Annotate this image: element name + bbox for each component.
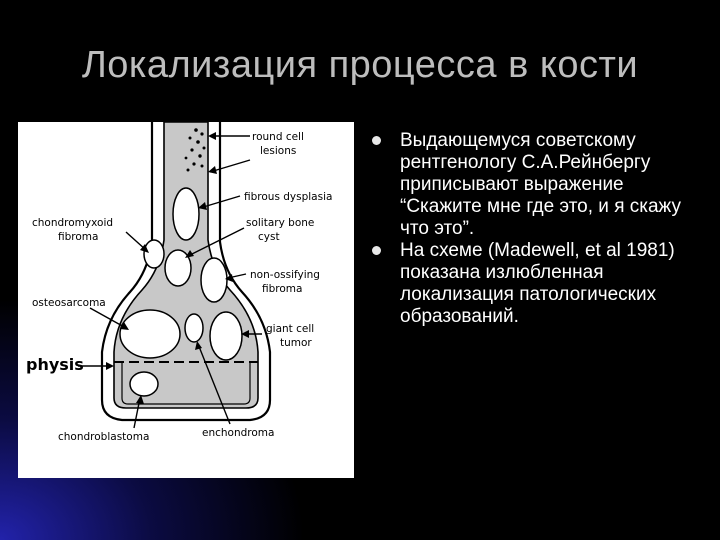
label-chondroblastoma: chondroblastoma [58, 431, 150, 443]
label-physis: physis [26, 355, 84, 374]
label-enchondroma: enchondroma [202, 427, 275, 439]
bullet-dot-icon [372, 246, 381, 255]
label-cyst: cyst [258, 231, 280, 243]
chondromyxoid-lesion [144, 240, 164, 268]
bullet-dot-icon [372, 136, 381, 145]
chondroblastoma-lesion [130, 372, 158, 396]
bone-diagram [18, 122, 354, 478]
label-osteosarcoma: osteosarcoma [32, 297, 106, 309]
bone-diagram-svg [18, 122, 354, 478]
label-round-cell: round cell [252, 131, 304, 143]
bullet-item-scheme [370, 240, 700, 328]
slide-title: Локализация процесса в кости [81, 44, 639, 86]
label-tumor: tumor [280, 337, 312, 349]
label-solitary-bone: solitary bone [246, 217, 315, 229]
label-non-ossifying: non-ossifying [250, 269, 320, 281]
label-lesions: lesions [260, 145, 297, 157]
label-fibrous-dysplasia: fibrous dysplasia [244, 191, 333, 203]
label-non-ossifying-fibroma: fibroma [262, 283, 303, 295]
bullet-text-scheme: На схеме (Madewell, et al 1981) показана излюбленная локализация патологических образований. [400, 240, 675, 327]
fibrous-dysplasia-lesion [173, 188, 199, 240]
enchondroma-lesion [185, 314, 203, 342]
label-giant-cell: giant cell [266, 323, 315, 335]
bullet-text-quote: Выдающемуся советскому рентгенологу С.А.Рейнбергу приписывают выражение “Скажите мне где это, и я скажу что это”. [400, 130, 681, 239]
label-chondromyxoid-fibroma: fibroma [58, 231, 99, 243]
bullet-item-quote [370, 130, 700, 240]
giant-cell-lesion [210, 312, 242, 360]
osteosarcoma-lesion [120, 310, 180, 358]
non-ossifying-lesion [201, 258, 227, 302]
label-chondromyxoid: chondromyxoid [32, 217, 114, 229]
bullet-list [370, 130, 700, 328]
